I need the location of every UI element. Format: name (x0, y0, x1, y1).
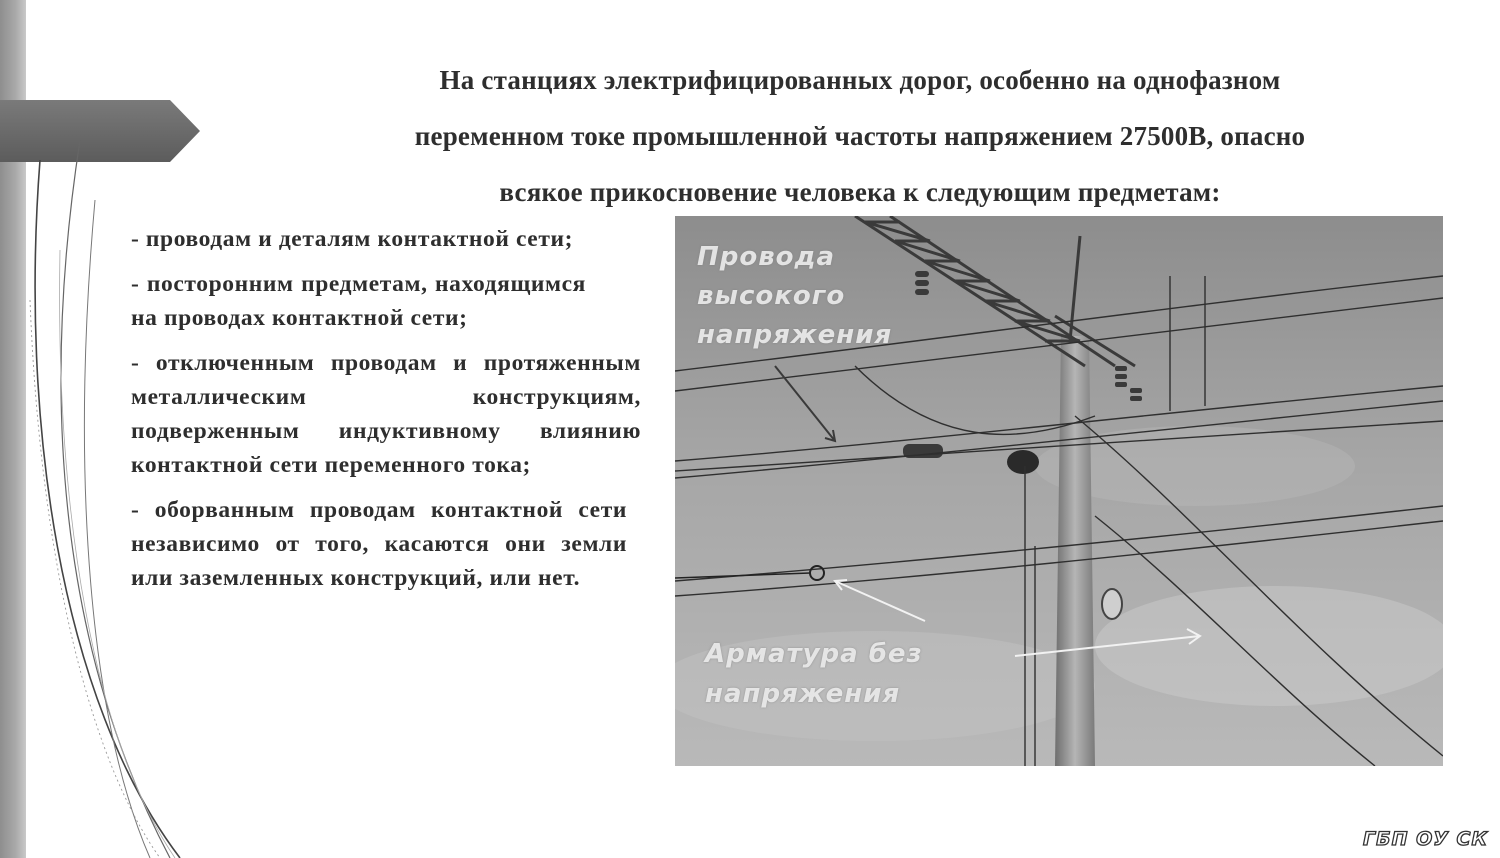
page-title (340, 52, 1380, 220)
bullet-item: - проводам и деталям контактной сети; (131, 226, 574, 252)
footer-logo-text: ГБП ОУ СК (1363, 828, 1488, 850)
title-line-3: всякое прикосновение человека к следующим предметам: (499, 177, 1221, 207)
bullet-item: - посторонним предметам, находящимся на проводах контактной сети; (131, 271, 586, 331)
label-deenergized-fittings: Арматура без напряжения (705, 639, 923, 709)
title-line-1: На станциях электрифицированных дорог, особенно на однофазном (439, 65, 1281, 95)
bullet-item: - отключенным проводам и протяженным металлическим конструкциям, подверженным индуктивному влиянию контактной сети переменного тока; (131, 350, 641, 478)
label-high-voltage-wires: Провода высокого напряжения (697, 242, 893, 350)
title-line-2: переменном токе промышленной частоты напряжением 27500В, опасно (414, 121, 1306, 151)
bullet-list (131, 222, 641, 606)
catenary-photo (675, 216, 1443, 766)
bullet-item: - оборванным проводам контактной сети независимо от того, касаются они земли или заземленных конструкций, или нет. (131, 497, 627, 591)
